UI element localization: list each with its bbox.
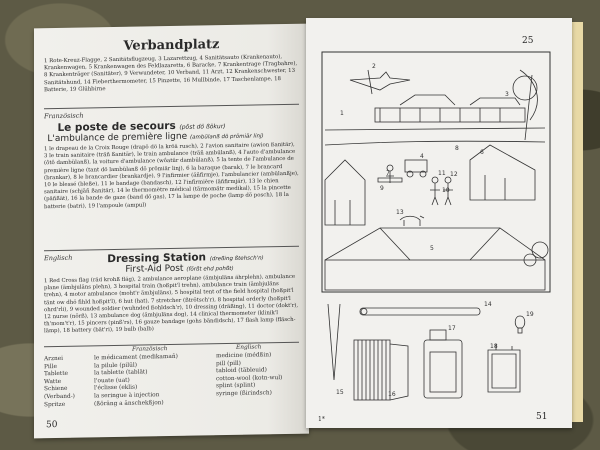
left-page bbox=[34, 24, 309, 439]
language-label-english: Englisch bbox=[44, 253, 73, 263]
glossary-cell: tabloid (täbleuid) bbox=[216, 367, 267, 375]
glossary-cell: (Verband-) bbox=[44, 393, 75, 401]
svg-text:2: 2 bbox=[372, 63, 376, 70]
english-legend: 1 Red Cross flag (räd krohß fläg), 2 ambulance aeroplane (ämbjuläns ährplehn), ambulance plane (ämbjuläns plehn), 3 hospital train (hoßpit'l trehn), ambulance train (ämbjuläns trehn), 4 motor ambulance (moht'r ämbjuläns), 5 hospital tent of the field hospital (hoßpit'l tänt ow dhö fihld hoßpit'l), 6 hut (hat), 7 stretcher (ßtrötsch'r), 8 hospital orderly (hoßpit'l ohrd'rli), 9 wounded soldier (wuhnded ßohldsch'r), 10 dressing (dräßing), 11 doctor (dokt'r), 12 nurse (nörß), 13 ambulance dog (ämbjuläns dog), 14 clinical thermometer (klinik'l th'mom't'r), 15 pincers (pinß'rs), 16 gauze bandage (gohs bändidsch), 17 flash lamp (fläsch-lämp), 18 battery (bät'ri), 19 bulb (balb) bbox=[44, 273, 299, 335]
french-subheading: L'ambulance de première ligne (ambülanß dö prömiär linj) bbox=[47, 131, 264, 145]
page-title: Verbandplatz bbox=[123, 37, 220, 54]
svg-text:8: 8 bbox=[455, 145, 459, 152]
medical-items-illustration bbox=[320, 300, 556, 410]
glossary-cell: Watte bbox=[44, 378, 61, 386]
page-number-left: 50 bbox=[46, 419, 58, 431]
glossary-cell: la pilule (pilül) bbox=[94, 362, 137, 369]
svg-text:5: 5 bbox=[430, 245, 434, 252]
glossary-cell: la tablette (tablät) bbox=[94, 369, 148, 377]
french-heading: Le poste de secours (pôst dö ßökur) bbox=[57, 119, 226, 134]
svg-text:18: 18 bbox=[490, 343, 498, 350]
svg-text:1: 1 bbox=[340, 110, 344, 117]
svg-text:9: 9 bbox=[380, 185, 384, 192]
glossary-cell: le médicament (medikamañ) bbox=[94, 353, 178, 362]
svg-text:6: 6 bbox=[480, 149, 484, 156]
svg-text:17: 17 bbox=[448, 325, 456, 332]
glossary-cell: Schiene bbox=[44, 386, 68, 393]
dressing-station-illustration bbox=[320, 50, 556, 300]
svg-text:14: 14 bbox=[484, 301, 492, 308]
english-heading: Dressing Station (dreßing ßtehsch'n) bbox=[107, 251, 264, 266]
glossary-cell: Spritze bbox=[44, 401, 66, 408]
glossary-cell: medicine (médßin) bbox=[216, 352, 272, 360]
german-legend: 1 Rote-Kreuz-Flagge, 2 Sanitätsflugzeug, 3 Lazarettzug, 4 Sanitätsauto (Krankenauto), Krankenwagen, 5 Krankenwagen des Feldlazaretts, 6 Baracke, 7 Krankentrage (Tragbahre), 8 Krankenträger (Sanitäter), 9 Verwundeter, 10 Verband, 11 Arzt, 12 Krankenschwester, 13 Sanitätshund, 14 Fieberthermometer, 15 Pinzette, 16 Mullbinde, 17 Taschenlampe, 18 Batterie, 19 Glühbirne bbox=[44, 54, 298, 94]
open-booklet bbox=[14, 16, 584, 436]
glossary-cell: la seringue à injection bbox=[94, 392, 160, 400]
svg-text:10: 10 bbox=[442, 187, 450, 194]
page-number-right: 51 bbox=[536, 412, 548, 422]
english-subheading: First-Aid Post (förßt ehd pohßt) bbox=[125, 263, 234, 275]
glossary-cell: (ßöräng a änschekßjon) bbox=[94, 399, 164, 407]
svg-text:4: 4 bbox=[420, 153, 424, 160]
divider bbox=[44, 104, 299, 109]
glossary-header-english: Englisch bbox=[236, 344, 262, 351]
glossary-column-english bbox=[216, 352, 300, 399]
glossary-cell: pill (pill) bbox=[216, 360, 241, 367]
svg-text:12: 12 bbox=[450, 171, 458, 178]
svg-text:16: 16 bbox=[388, 391, 396, 398]
glossary-cell: Pille bbox=[44, 363, 57, 370]
svg-text:19: 19 bbox=[526, 311, 534, 318]
glossary-cell: Tablette bbox=[44, 370, 68, 378]
footer-mark: 1* bbox=[318, 416, 325, 423]
svg-text:15: 15 bbox=[336, 389, 344, 396]
glossary-cell: splint (splint) bbox=[216, 382, 256, 390]
glossary-cell: syringe (ßirindsch) bbox=[216, 390, 272, 398]
page-number-top: 25 bbox=[522, 36, 534, 46]
svg-text:13: 13 bbox=[396, 209, 404, 216]
glossary-column-german bbox=[44, 355, 92, 409]
right-page bbox=[306, 18, 572, 428]
french-legend: 1 le drapeau de la Croix Rouge (drapô dö la krôâ rusch), 2 l'avion sanitaire (awion ßanitär), 3 le train sanitaire (träñ ßanitär), le train ambulance (träñ ambülanß), 4 l'auto d'ambulance (ôtô dambülanß), la voiture d'ambulance (wôatür dambülanß), 5 la tente de l'ambulance de première ligne (tant dö lambülanß dö prömiär linj), 6 la baraque (barak), 7 le brancard (brankar), 8 le brancardier (brankardje), 9 l'infirmier (äñfirmje), l'ambulancier (ambülanßje), 10 le blessé (bleße), 11 le bandage (bandasch), 12 l'infirmière (äñfirmjär), 13 le chien sanitaire (schjäñ ßanitär), 14 le thermomètre médical (tärmomätr medikal), 15 la pincette (päñßät), 16 la bande de gaze (band dö gas), 17 la lampe de poche (lamp dö posch), 18 la batterie (batri), 19 l'ampoule (ampul) bbox=[44, 141, 299, 210]
glossary-cell: Arznei bbox=[44, 355, 64, 363]
language-label-french: Französisch bbox=[44, 111, 84, 121]
svg-text:11: 11 bbox=[438, 170, 446, 177]
glossary-cell: l'éclisse (eklis) bbox=[94, 384, 138, 392]
glossary-column-french bbox=[94, 353, 214, 408]
glossary-header-french: Französisch bbox=[132, 346, 168, 353]
svg-text:3: 3 bbox=[505, 91, 509, 98]
glossary-table bbox=[44, 344, 299, 418]
svg-text:7: 7 bbox=[386, 170, 390, 177]
glossary-cell: cotton-wool (kotn-wul) bbox=[216, 374, 283, 383]
glossary-cell: l'ouate (uat) bbox=[94, 377, 130, 385]
